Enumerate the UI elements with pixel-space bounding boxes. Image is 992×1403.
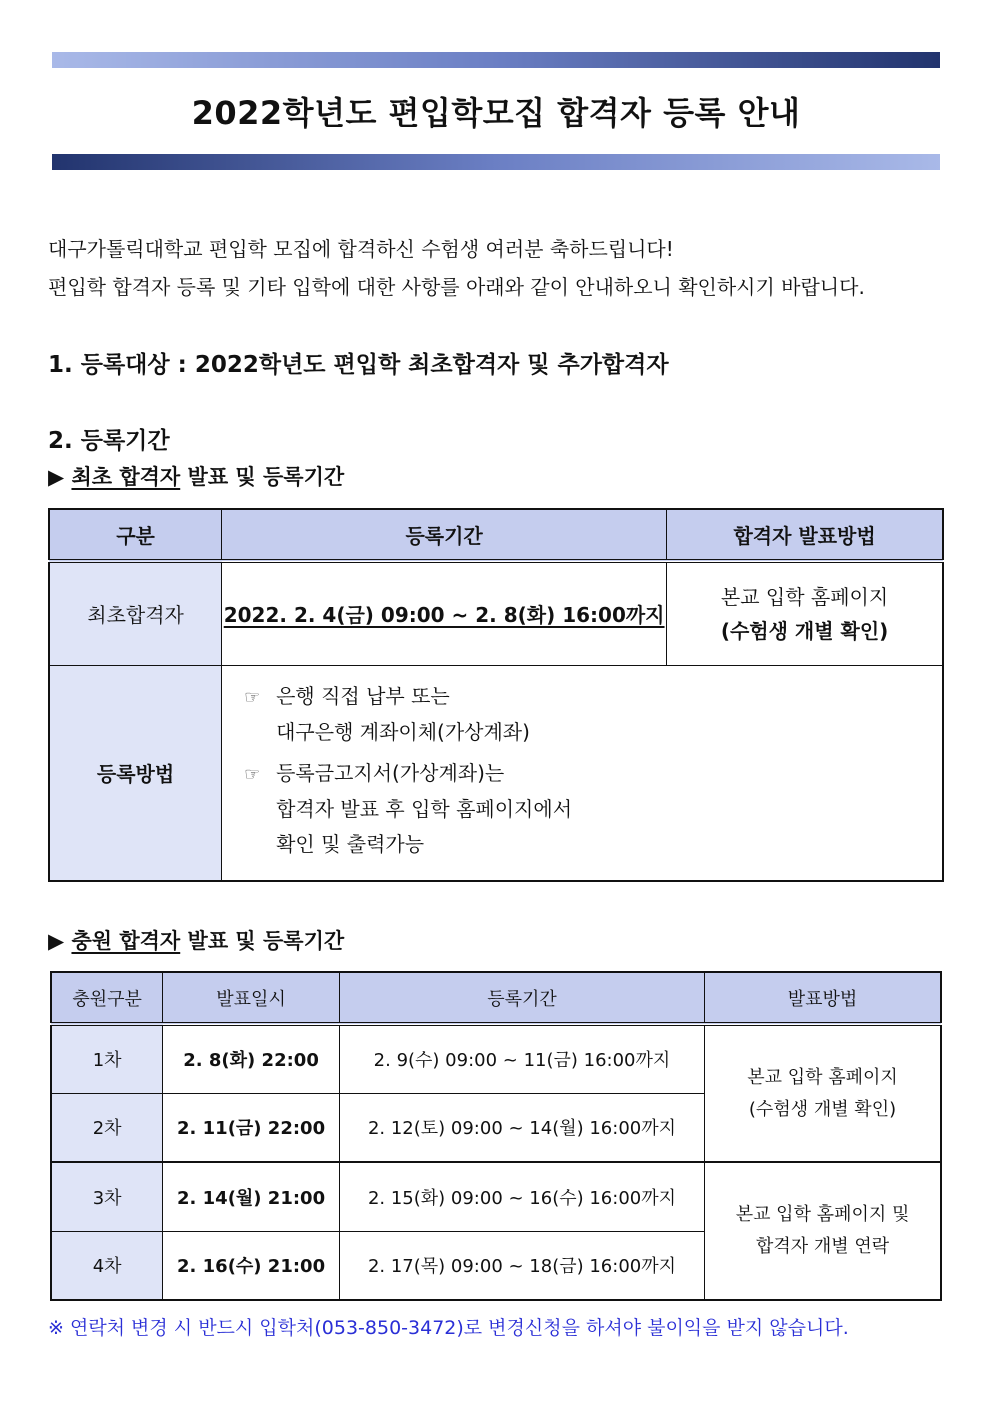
method-a-line1: 본교 입학 홈페이지 [747,1066,898,1088]
subheading-additional-rest: 발표 및 등록기간 [180,929,345,953]
initial-registration-table [48,508,944,882]
section-1-heading: 1. 등록대상 : 2022학년도 편입학 최초합격자 및 추가합격자 [48,352,669,378]
row-label-method: 등록방법 [49,665,222,881]
round-label: 1차 [51,1024,163,1093]
header-method: 합격자 발표방법 [667,509,943,561]
initial-method-line2: (수험생 개별 확인) [720,618,889,643]
header-announce: 발표일시 [163,972,340,1024]
intro-line-1: 대구가톨릭대학교 편입학 모집에 합격하신 수험생 여러분 축하드립니다! [48,237,674,261]
contact-change-note: ※ 연락처 변경 시 반드시 입학처(053-850-3472)로 변경신청을 하셔야 불이익을 받지 않습니다. [48,1317,849,1339]
method-a-line2: (수험생 개별 확인) [748,1098,897,1120]
method-b-line1: 본교 입학 홈페이지 및 [735,1204,910,1225]
round-label: 4차 [51,1231,163,1300]
table-row [51,1162,941,1231]
method-bullet1-line2: 대구은행 계좌이체(가상계좌) [276,720,530,745]
intro-line-2: 편입학 합격자 등록 및 기타 입학에 대한 사항를 아래와 같이 안내하오니 확인하시기 바랍니다. [48,275,865,299]
header-category: 구분 [49,509,222,561]
initial-method-line1: 본교 입학 홈페이지 [720,584,889,609]
triangle-bullet-icon: ▶ [48,929,65,953]
method-cell-homepage [705,1024,941,1162]
table-header-row [51,972,941,1024]
header-bar-top [52,52,940,68]
table-row [49,665,943,881]
table-header-row [49,509,943,561]
method-b-line2: 합격자 개별 연락 [755,1236,890,1257]
round-label: 3차 [51,1162,163,1231]
row-label-initial: 최초합격자 [49,561,222,665]
table-row [49,561,943,665]
page-title: 2022학년도 편입학모집 합격자 등록 안내 [191,94,801,132]
method-bullet2-line2: 합격자 발표 후 입학 홈페이지에서 [276,797,573,822]
registration-period: 2. 17(목) 09:00 ~ 18(금) 16:00까지 [339,1231,704,1300]
registration-period: 2. 9(수) 09:00 ~ 11(금) 16:00까지 [339,1024,704,1093]
method-bullet2-line3: 확인 및 출력가능 [276,832,425,857]
initial-period: 2022. 2. 4(금) 09:00 ~ 2. 8(화) 16:00까지 [223,603,665,628]
triangle-bullet-icon: ▶ [48,465,65,489]
header-round: 충원구분 [51,972,163,1024]
intro-paragraph [48,230,948,306]
subheading-initial-underlined: 최초 합격자 [71,465,181,489]
method-bullet1-line1: 은행 직접 납부 또는 [276,684,450,709]
subheading-additional [48,925,344,955]
round-label: 2차 [51,1093,163,1162]
pointing-hand-icon: ☞ [244,764,261,786]
announce-time: 2. 16(수) 21:00 [163,1231,340,1300]
registration-method-list [222,679,942,862]
announce-time: 2. 8(화) 22:00 [163,1024,340,1093]
subheading-initial [48,461,344,491]
subheading-additional-underlined: 충원 합격자 [71,929,181,953]
header-method: 발표방법 [705,972,941,1024]
table-row [51,1024,941,1093]
header-period: 등록기간 [222,509,667,561]
list-item [244,756,942,862]
announce-time: 2. 14(월) 21:00 [163,1162,340,1231]
additional-registration-table [50,971,942,1301]
header-period: 등록기간 [339,972,704,1024]
subheading-initial-rest: 발표 및 등록기간 [180,465,345,489]
pointing-hand-icon: ☞ [244,687,261,709]
list-item [244,679,942,750]
initial-period-cell [222,561,667,665]
method-bullet2-line1: 등록금고지서(가상계좌)는 [276,761,505,786]
registration-period: 2. 15(화) 09:00 ~ 16(수) 16:00까지 [339,1162,704,1231]
initial-method-cell [667,561,943,665]
registration-method-cell [222,665,943,881]
section-2-heading: 2. 등록기간 [48,428,170,454]
registration-period: 2. 12(토) 09:00 ~ 14(월) 16:00까지 [339,1093,704,1162]
announce-time: 2. 11(금) 22:00 [163,1093,340,1162]
method-cell-contact [705,1162,941,1300]
header-bar-bottom [52,154,940,170]
